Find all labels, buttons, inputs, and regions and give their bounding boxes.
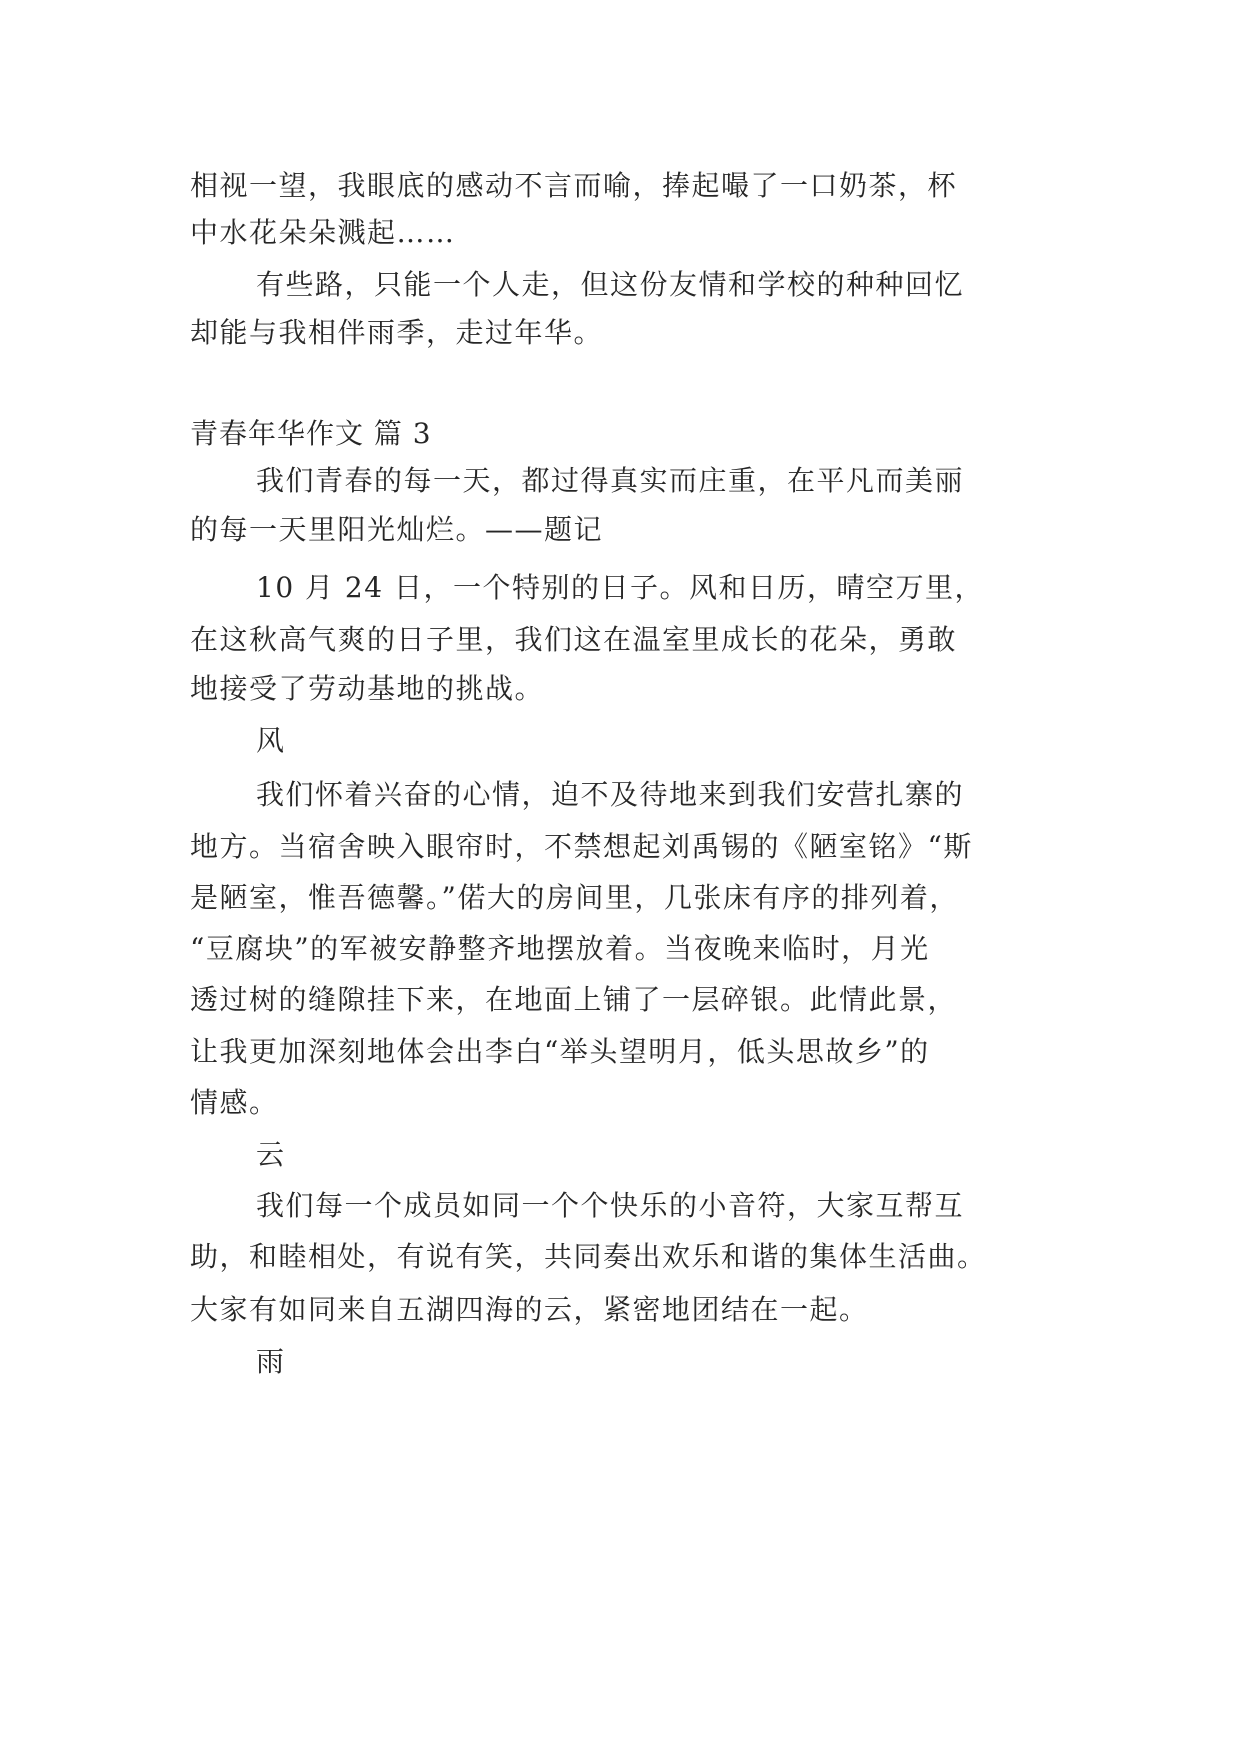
paragraph-line: 情感。 [190, 1086, 279, 1119]
paragraph-line: 我们怀着兴奋的心情，迫不及待地来到我们安营扎寨的 [256, 778, 965, 811]
subheading-feng: 风 [256, 724, 286, 757]
paragraph-line: 透过树的缝隙挂下来，在地面上铺了一层碎银。此情此景， [190, 983, 958, 1016]
paragraph-line: 地方。当宿舍映入眼帘时，不禁想起刘禹锡的《陋室铭》“斯 [190, 830, 973, 863]
subheading-yun: 云 [256, 1138, 286, 1171]
paragraph-line: 地接受了劳动基地的挑战。 [190, 672, 545, 705]
subheading-yu: 雨 [256, 1345, 286, 1378]
paragraph-line: 助，和睦相处，有说有笑，共同奏出欢乐和谐的集体生活曲。 [190, 1240, 987, 1273]
epigraph-line: 我们青春的每一天，都过得真实而庄重，在平凡而美丽 [256, 464, 965, 497]
paragraph-line: 却能与我相伴雨季，走过年华。 [190, 316, 604, 349]
paragraph-line: 有些路，只能一个人走，但这份友情和学校的种种回忆 [256, 268, 965, 301]
paragraph-line: 中水花朵朵溅起…… [190, 216, 456, 249]
paragraph-line: 大家有如同来自五湖四海的云，紧密地团结在一起。 [190, 1293, 869, 1326]
paragraph-line: 在这秋高气爽的日子里，我们这在温室里成长的花朵，勇敢 [190, 623, 958, 656]
epigraph-line: 的每一天里阳光灿烂。——题记 [190, 513, 604, 546]
section-title: 青春年华作文 篇 3 [190, 417, 432, 450]
paragraph-line: 相视一望，我眼底的感动不言而喻，捧起嘬了一口奶茶，杯 [190, 169, 958, 202]
paragraph-line: 10 月 24 日，一个特别的日子。风和日历，晴空万里， [256, 571, 984, 604]
paragraph-line: 是陋室，惟吾德馨。”偌大的房间里，几张床有序的排列着， [190, 881, 959, 914]
paragraph-line: 让我更加深刻地体会出李白“举头望明月，低头思故乡”的 [190, 1035, 930, 1068]
paragraph-line: 我们每一个成员如同一个个快乐的小音符，大家互帮互 [256, 1189, 965, 1222]
paragraph-line: “豆腐块”的军被安静整齐地摆放着。当夜晚来临时，月光 [190, 932, 930, 965]
